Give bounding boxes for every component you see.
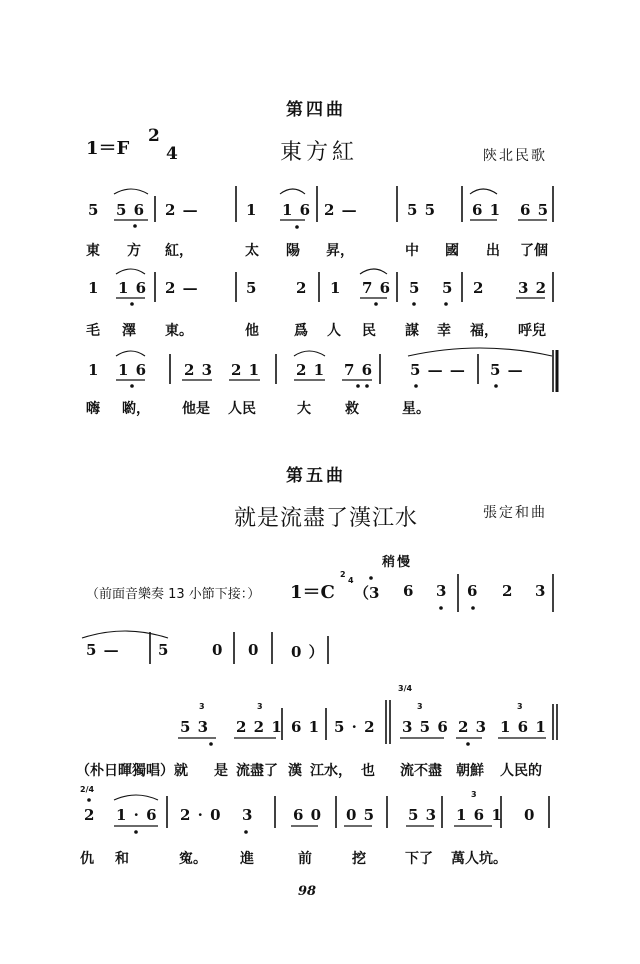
- triplet-mark: 3: [257, 702, 263, 711]
- triplet-mark: 3: [417, 702, 423, 711]
- lyric: 人民的: [500, 763, 542, 779]
- notation-cell: 6 1: [472, 201, 501, 219]
- notation-cell: 3 2: [518, 279, 547, 297]
- lyric: 漢: [288, 763, 302, 779]
- notation-cell: 7 6: [344, 361, 373, 379]
- lyric: 人: [327, 323, 341, 339]
- notation-cell: 3: [242, 806, 253, 824]
- notation-cell: 0 ）: [291, 643, 324, 661]
- time-change-marking: 2/4: [80, 785, 95, 794]
- lyric: 中: [405, 243, 419, 259]
- notation-cell: 3: [436, 582, 447, 600]
- lyric: 爲: [294, 323, 308, 339]
- lyric: 他是: [182, 401, 210, 417]
- notation-cell: （3: [354, 584, 380, 602]
- lyric: 流盡了: [236, 763, 278, 779]
- notation-cell: 6: [467, 582, 478, 600]
- notation-cell: 3: [535, 582, 546, 600]
- song4-attribution: 陝北民歌: [483, 148, 547, 164]
- notation-cell: 0 5: [346, 806, 375, 824]
- lyric: 毛: [86, 323, 100, 339]
- notation-cell: 5 6: [116, 201, 145, 219]
- lyric: 也: [361, 763, 375, 779]
- lyric: 寃。: [179, 851, 207, 867]
- octave-dots: [87, 224, 498, 834]
- lyric: 了個: [520, 243, 548, 259]
- lyric: 人民: [228, 401, 256, 417]
- lyric: 是: [214, 763, 228, 779]
- notation-cell: 1 6: [282, 201, 311, 219]
- notation-cell: 2 —: [165, 279, 198, 297]
- lyric: 謀: [405, 323, 419, 339]
- notation-cell: 1: [330, 279, 341, 297]
- notation-cell: 0: [524, 806, 535, 824]
- notation-cell: 0: [248, 641, 259, 659]
- lyric: 朝鮮: [456, 763, 484, 779]
- notation-cell: 6 5: [520, 201, 549, 219]
- notation-cell: 2 3: [458, 718, 487, 736]
- notation-cell: 5 · 2: [334, 718, 375, 736]
- notation-cell: 1: [88, 279, 99, 297]
- notation-cell: 6 0: [293, 806, 322, 824]
- song5-key: 1＝C: [290, 582, 335, 603]
- prelude-note: （前面音樂奏 13 小節下接：）: [86, 587, 261, 602]
- triplet-mark: 3: [471, 790, 477, 799]
- lyric: 太: [245, 243, 259, 259]
- lyric: 江水，: [310, 763, 352, 779]
- notation-cell: 2 2 1: [236, 718, 282, 736]
- lyric: 幸: [437, 323, 451, 339]
- song5-heading: 第五曲: [286, 466, 346, 486]
- lyric: 紅，: [165, 243, 193, 259]
- lyric: 和: [115, 851, 129, 867]
- lyric: 嗨: [86, 401, 100, 417]
- lyric: 民: [362, 323, 376, 339]
- lyric: 星。: [402, 401, 430, 417]
- lyric: 陽: [286, 243, 300, 259]
- tempo-marking: 稍慢: [382, 555, 413, 570]
- song5-title: 就是流盡了漢江水: [234, 506, 419, 531]
- bar-lines: [150, 186, 557, 828]
- lyric: 流不盡: [400, 763, 442, 779]
- lyric: 下了: [405, 851, 433, 867]
- beams: [114, 220, 547, 826]
- notation-cell: 5: [88, 201, 99, 219]
- notation-cell: 5 3: [180, 718, 209, 736]
- notation-cell: 7 6: [362, 279, 391, 297]
- notation-cell: 5 5: [407, 201, 436, 219]
- notation-cell: 0: [212, 641, 223, 659]
- song5-time-denominator: 4: [348, 576, 354, 585]
- notation-cell: 2 · 0: [180, 806, 221, 824]
- notation-cell: 1 6 1: [500, 718, 546, 736]
- song5-time-numerator: 2: [340, 570, 346, 579]
- lyric: 東。: [165, 323, 193, 339]
- notation-cell: 2 1: [296, 361, 325, 379]
- notation-cell: 2 3: [184, 361, 213, 379]
- notation-cell: 5: [442, 279, 453, 297]
- lyric: 昇，: [326, 243, 354, 259]
- song4-title: 東方紅: [280, 140, 359, 165]
- notation-cell: 2: [473, 279, 484, 297]
- notation-cell: 1: [88, 361, 99, 379]
- notation-cell: 1 · 6: [116, 806, 157, 824]
- song4-key: 1＝F: [86, 138, 130, 159]
- song5-attribution: 張定和曲: [483, 505, 547, 521]
- lyric: 方: [127, 243, 141, 259]
- notation-cell: 1 6: [118, 279, 147, 297]
- notation-cell: 1 6: [118, 361, 147, 379]
- notation-cell: 5 3: [408, 806, 437, 824]
- triplet-mark: 3: [199, 702, 205, 711]
- song4-time-denominator: 4: [166, 144, 178, 164]
- lyric: 進: [240, 851, 254, 867]
- lyric: 大: [297, 401, 311, 417]
- page-number: 98: [298, 884, 317, 899]
- notation-cell: 3 5 6: [402, 718, 448, 736]
- song4-time-numerator: 2: [148, 126, 160, 146]
- lyric: 挖: [352, 851, 366, 867]
- lyric: 國: [445, 243, 459, 259]
- notation-cell: 5: [158, 641, 169, 659]
- song4-heading: 第四曲: [286, 100, 346, 120]
- lyric: 他: [245, 323, 259, 339]
- triplet-mark: 3: [517, 702, 523, 711]
- time-change-marking: 3/4: [398, 684, 413, 693]
- lyric: 出: [486, 243, 500, 259]
- notation-cell: 5 —: [86, 641, 119, 659]
- lyric: 東: [86, 243, 100, 259]
- notation-cell: 2: [84, 806, 95, 824]
- lyric: 救: [345, 401, 359, 417]
- lyric: 仇: [80, 851, 94, 867]
- ties: [82, 189, 552, 800]
- lyric: 澤: [122, 323, 136, 339]
- notation-cell: 2: [296, 279, 307, 297]
- lyric: 喲，: [122, 401, 150, 417]
- notation-cell: 5 — —: [410, 361, 465, 379]
- notation-cell: 5: [409, 279, 420, 297]
- notation-cell: 2 1: [231, 361, 260, 379]
- notation-cell: 5 —: [490, 361, 523, 379]
- notation-cell: 6 1: [291, 718, 320, 736]
- lyric: 呼兒: [518, 323, 546, 339]
- lyric: 萬人坑。: [451, 851, 507, 867]
- notation-cell: 2 —: [165, 201, 198, 219]
- notation-cell: 6: [403, 582, 414, 600]
- notation-cell: 2 —: [324, 201, 357, 219]
- notation-cell: 1 6 1: [456, 806, 502, 824]
- lyric: 前: [298, 851, 312, 867]
- notation-cell: 2: [502, 582, 513, 600]
- lyric: （朴日暉獨唱）就: [76, 763, 188, 779]
- notation-cell: 5: [246, 279, 257, 297]
- notation-cell: 1: [246, 201, 257, 219]
- lyric: 福，: [470, 323, 498, 339]
